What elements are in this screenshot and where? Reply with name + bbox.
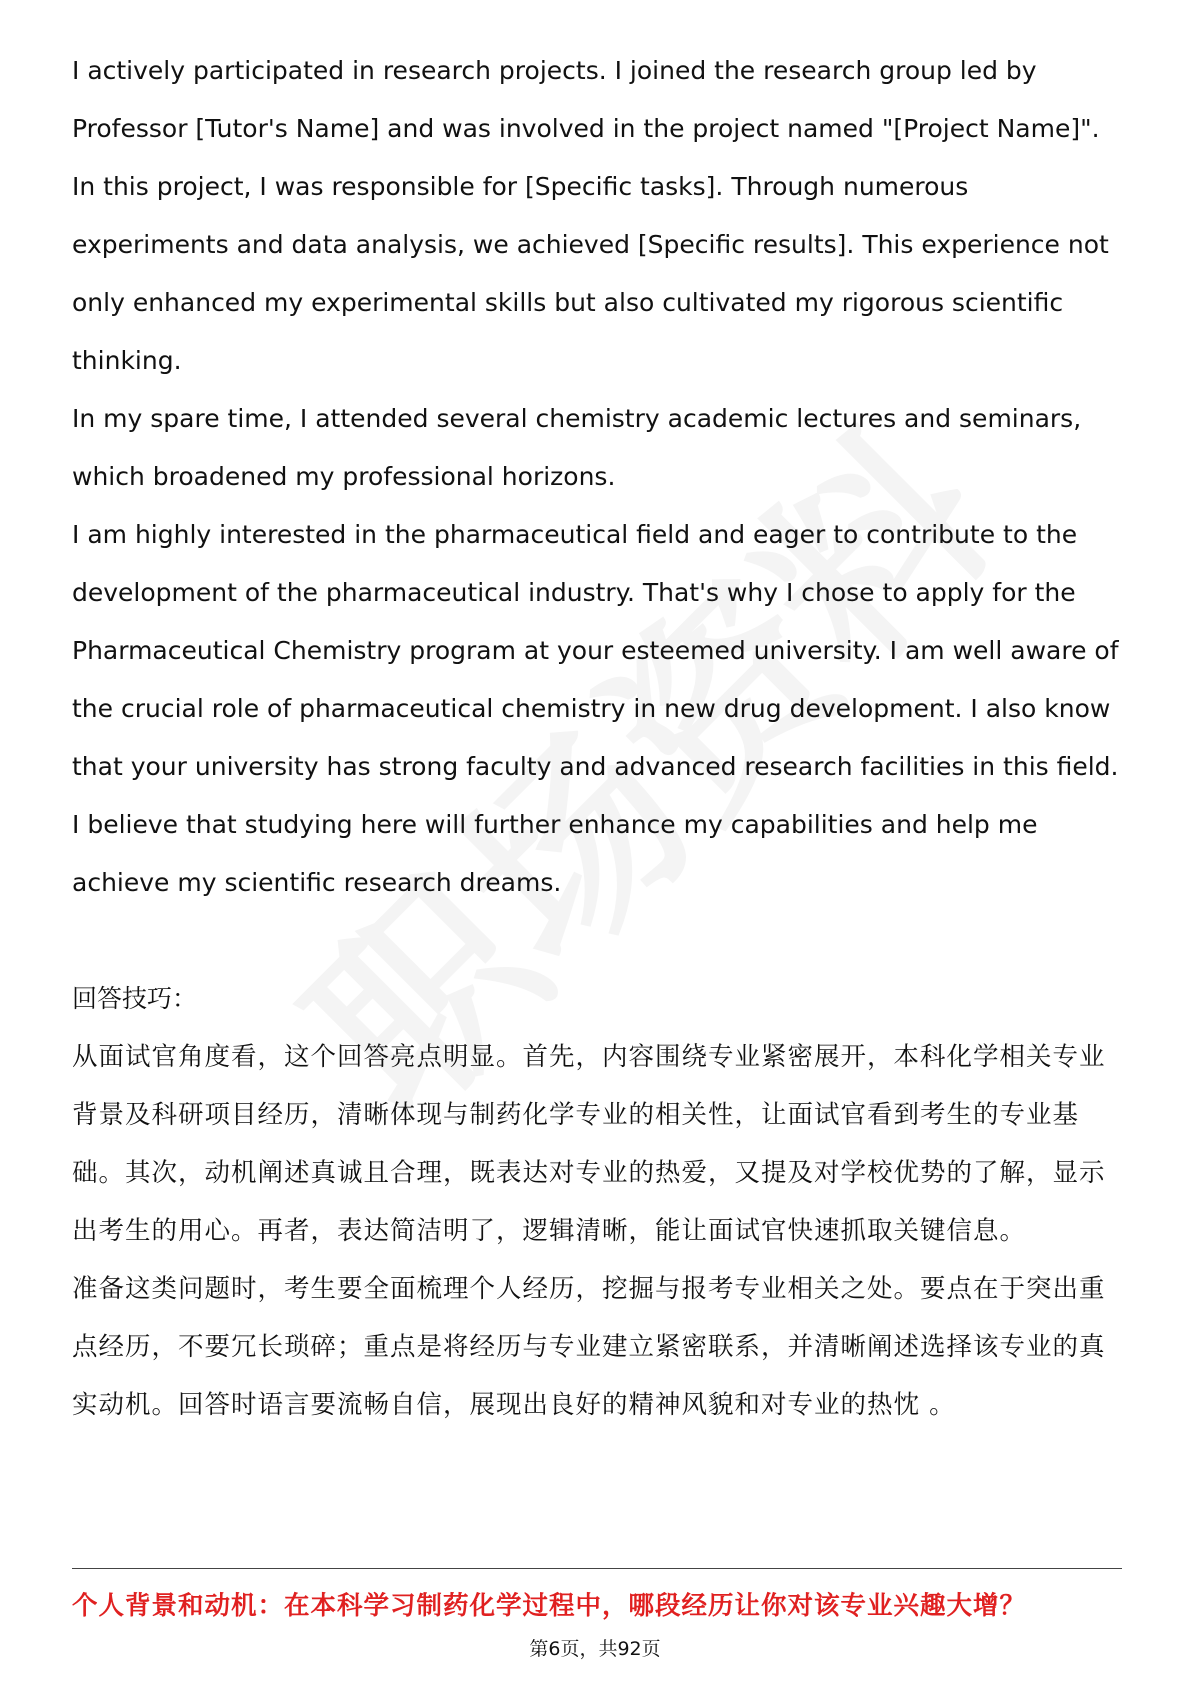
tips-paragraph-analysis: 从面试官角度看，这个回答亮点明显。首先，内容围绕专业紧密展开，本科化学相关专业背景及科研项目经历，清晰体现与制药化学专业的相关性，让面试官看到考生的专业基础。其次，动机阐述真诚且合理，既表达对专业的热爱，又提及对学校优势的了解，显示出考生的用心。再者，表达简洁明了，逻辑清晰，能让面试官快速抓取关键信息。 bbox=[72, 1042, 1106, 1246]
tips-heading: 回答技巧： bbox=[72, 984, 198, 1013]
paragraph-motivation: I am highly interested in the pharmaceutical field and eager to contribute to the development of the pharmaceutical industry. That's why I chose to apply for the Pharmaceutical Chemistry program at your esteemed university. I am well aware of the crucial role of pharmaceutical chemistry in new drug development. I also know that your university has strong faculty and advanced research facilities in this field. I believe that studying here will further enhance my capabilities and help me achieve my scientific research dreams. bbox=[72, 520, 1119, 897]
blank-line bbox=[72, 912, 1122, 970]
tips-paragraph-preparation: 准备这类问题时，考生要全面梳理个人经历，挖掘与报考专业相关之处。要点在于突出重点经历，不要冗长琐碎；重点是将经历与专业建立紧密联系，并清晰阐述选择该专业的真实动机。回答时语言要流畅自信，展现出良好的精神风貌和对专业的热忱 。 bbox=[72, 1274, 1106, 1420]
document-body bbox=[72, 42, 1122, 1434]
page-number: 第6页，共92页 bbox=[529, 1638, 661, 1660]
footer-question-title: 个人背景和动机：在本科学习制药化学过程中，哪段经历让你对该专业兴趣大增？ bbox=[72, 1591, 1027, 1621]
paragraph-research-projects: I actively participated in research projects. I joined the research group led by Professor [Tutor's Name] and was involved in the project named "[Project Name]". In this project, I was responsible for [Specific tasks]. Through numerous experiments and data analysis, we achieved [Specific results]. This experience not only enhanced my experimental skills but also cultivated my rigorous scientific thinking. bbox=[72, 56, 1109, 375]
footer-divider bbox=[72, 1568, 1122, 1569]
paragraph-lectures: In my spare time, I attended several chemistry academic lectures and seminars, which broadened my professional horizons. bbox=[72, 404, 1082, 491]
